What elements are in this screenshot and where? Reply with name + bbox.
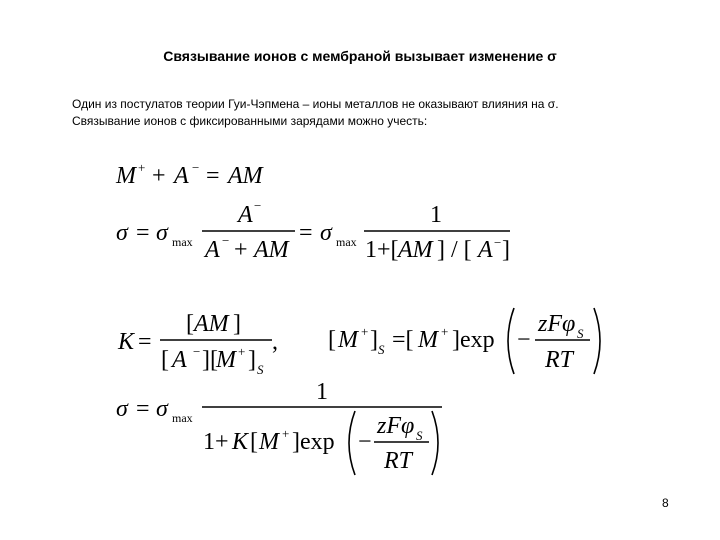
svg-text:M: M <box>338 327 358 353</box>
svg-text:max: max <box>172 411 193 425</box>
svg-text:[: [ <box>186 311 194 337</box>
svg-text:AM: AM <box>228 163 263 189</box>
svg-text:+: + <box>138 160 146 175</box>
page-number: 8 <box>662 496 669 510</box>
svg-text:max: max <box>172 235 193 249</box>
svg-text:σ: σ <box>156 396 168 422</box>
slide-title: Связывание ионов с мембраной вызывает изменение σ <box>163 48 557 64</box>
svg-text:1+: 1+ <box>203 429 229 455</box>
svg-text:=: = <box>136 220 150 246</box>
paragraph-line-1: Один из постулатов теории Гуи-Чэпмена – ионы металлов не оказывают влияния на σ. <box>72 97 559 111</box>
svg-text:M: M <box>418 327 438 353</box>
equation-surface-concentration <box>328 308 600 374</box>
svg-text:M: M <box>216 347 236 373</box>
svg-text:S: S <box>257 362 264 377</box>
svg-text:A: A <box>174 163 189 189</box>
svg-text:[: [ <box>161 347 169 373</box>
svg-text:−: − <box>517 327 531 353</box>
svg-text:][: ][ <box>202 347 218 373</box>
svg-text:σ: σ <box>116 220 128 246</box>
svg-text:+: + <box>238 344 246 359</box>
svg-text:A: A <box>478 237 493 263</box>
svg-text:M: M <box>259 429 279 455</box>
svg-text:−: − <box>358 429 372 455</box>
svg-text:AM: AM <box>254 237 289 263</box>
svg-text:]: ] <box>233 311 241 337</box>
svg-text:+: + <box>282 426 290 441</box>
svg-text:=: = <box>138 329 152 355</box>
svg-text:] / [: ] / [ <box>437 237 472 263</box>
svg-text:[: [ <box>328 327 336 353</box>
svg-text:max: max <box>336 235 357 249</box>
svg-text:S: S <box>577 326 584 341</box>
svg-text:=: = <box>136 396 150 422</box>
svg-text:,: , <box>272 329 278 355</box>
svg-text:AM: AM <box>398 237 433 263</box>
svg-text:−: − <box>254 198 262 213</box>
svg-text:S: S <box>378 342 385 357</box>
svg-text:−: − <box>222 233 230 248</box>
svg-text:]: ] <box>502 237 510 263</box>
equation-binding-reaction <box>115 160 265 189</box>
svg-text:−: − <box>494 235 502 250</box>
svg-text:σ: σ <box>156 220 168 246</box>
paragraph-line-2: Связывание ионов с фиксированными зарядами можно учесть: <box>72 114 428 128</box>
svg-text:+: + <box>152 163 166 189</box>
equation-binding-constant <box>117 311 278 377</box>
svg-text:+: + <box>361 324 369 339</box>
svg-text:A: A <box>238 202 253 228</box>
svg-text:]: ] <box>370 327 378 353</box>
svg-text:−: − <box>193 344 201 359</box>
svg-text:K: K <box>118 329 135 355</box>
svg-text:A: A <box>172 347 187 373</box>
svg-text:RT: RT <box>545 347 574 373</box>
svg-text:]: ] <box>248 347 256 373</box>
svg-text:σ: σ <box>116 396 128 422</box>
svg-text:=: = <box>206 163 220 189</box>
svg-text:AM: AM <box>194 311 229 337</box>
svg-text:]exp: ]exp <box>292 429 335 455</box>
svg-text:RT: RT <box>384 448 413 474</box>
svg-text:1+[: 1+[ <box>365 237 399 263</box>
svg-text:M: M <box>116 163 136 189</box>
svg-text:1: 1 <box>430 202 442 228</box>
svg-text:−: − <box>192 160 200 175</box>
svg-text:K: K <box>232 429 249 455</box>
svg-text:+: + <box>234 237 248 263</box>
svg-text:zFφ: zFφ <box>377 413 415 439</box>
svg-text:+: + <box>441 324 449 339</box>
svg-text:zFφ: zFφ <box>538 311 576 337</box>
svg-text:=[: =[ <box>392 327 414 353</box>
svg-text:]exp: ]exp <box>452 327 495 353</box>
svg-text:S: S <box>416 428 423 443</box>
svg-text:1: 1 <box>316 379 328 405</box>
svg-text:=: = <box>299 220 313 246</box>
equation-sigma-fraction <box>116 198 510 263</box>
svg-text:A: A <box>205 237 220 263</box>
equation-sigma-final <box>116 379 442 475</box>
svg-text:σ: σ <box>320 220 332 246</box>
svg-text:[: [ <box>250 429 258 455</box>
